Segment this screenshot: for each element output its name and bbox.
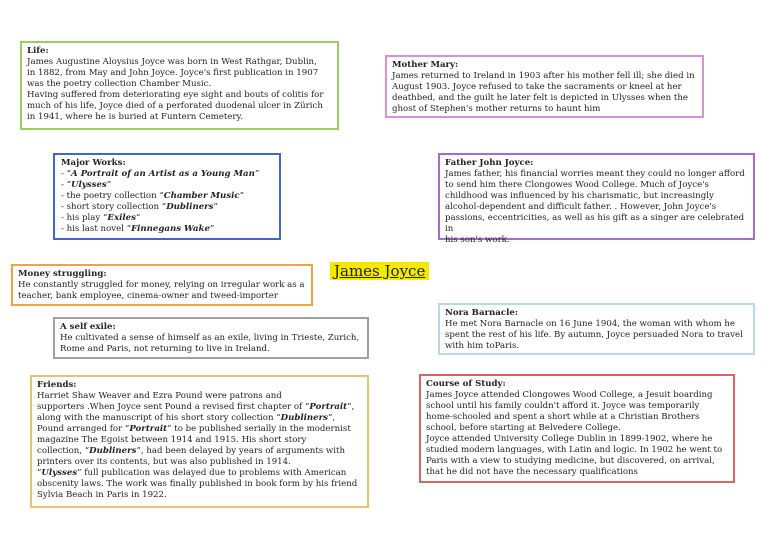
friends-heading: Friends: <box>37 380 77 390</box>
course-of-study-box <box>419 374 735 483</box>
mother-line: deathbed, and the guilt he later felt is depicted in Ulysses when the <box>392 93 689 103</box>
life-line: James Augustine Aloysius Joyce was born in West Rathgar, Dublin, <box>27 57 317 67</box>
friends-line: printers over its contents, but was also published in 1914. <box>37 457 291 467</box>
life-heading: Life: <box>27 46 49 56</box>
mother-line: James returned to Ireland in 1903 after his mother fell ill; she died in <box>392 71 695 81</box>
father-line: to send him there Clongowes Wood College. Much of Joyce's <box>445 180 709 190</box>
work-item: - “A Portrait of an Artist as a Young Man” <box>61 169 260 179</box>
nora-barnacle-box <box>438 303 755 355</box>
course-line: home-schooled and spent a short while at a Christian Brothers <box>426 412 700 422</box>
nora-heading: Nora Barnacle: <box>445 308 518 318</box>
exile-line: He cultivated a sense of himself as an exile, living in Trieste, Zurich, <box>60 333 360 343</box>
mother-mary-box <box>385 55 704 118</box>
father-line: alcohol-dependent and difficult father. . However, John Joyce's <box>445 202 717 212</box>
self-exile-box <box>53 317 369 359</box>
mother-heading: Mother Mary: <box>392 60 459 70</box>
life-line: much of his life, Joyce died of a perforated duodenal ulcer in Zürich <box>27 101 323 111</box>
nora-line: spent the rest of his life. By autumn, Joyce persuaded Nora to travel <box>445 330 743 340</box>
mother-line: ghost of Stephen's mother returns to haunt him <box>392 104 601 114</box>
money-line: He constantly struggled for money, relying on irregular work as a <box>18 280 305 290</box>
life-box <box>20 41 339 130</box>
money-heading: Money struggling: <box>18 269 107 279</box>
course-line: studied modern languages, with Latin and logic. In 1902 he went to <box>426 445 723 455</box>
exile-line: Rome and Paris, not returning to live in Ireland. <box>60 344 270 354</box>
money-struggling-box <box>11 264 313 306</box>
nora-line: with him toParis. <box>445 341 520 351</box>
friends-line: along with the manuscript of his short story collection “Dubliners”, <box>37 413 336 423</box>
course-line: school until his family couldn't afford it. Joyce was temporarily <box>426 401 700 411</box>
work-item: - short story collection “Dubliners” <box>61 202 218 212</box>
course-line: James Joyce attended Clongowes Wood College, a Jesuit boarding <box>426 390 713 400</box>
father-heading: Father John Joyce: <box>445 158 534 168</box>
father-line: passions, eccentricities, as well as his gift as a singer are celebrated in <box>445 213 745 234</box>
course-line: Paris with a view to studying medicine, but discovered, on arrival, <box>426 456 715 466</box>
father-line: childhood was influenced by his charismatic, but increasingly <box>445 191 714 201</box>
course-heading: Course of Study: <box>426 379 506 389</box>
course-line: Joyce attended University College Dublin in 1899-1902, where he <box>426 434 713 444</box>
course-line: that he did not have the necessary qualifications <box>426 467 638 477</box>
life-line: in 1882, from May and John Joyce. Joyce's first publication in 1907 <box>27 68 319 78</box>
friends-line: collection, “Dubliners”, had been delayed by years of arguments with <box>37 446 346 456</box>
friends-line: Sylvia Beach in Paris in 1922. <box>37 490 167 500</box>
money-line: teacher, bank employee, cinema-owner and tweed-importer <box>18 291 278 301</box>
major-works-heading: Major Works: <box>61 158 126 168</box>
exile-heading: A self exile: <box>60 322 116 332</box>
father-line: his son's work. <box>445 235 510 245</box>
father-john-joyce-box <box>438 153 755 245</box>
life-line: Having suffered from deteriorating eye sight and bouts of colitis for <box>27 90 324 100</box>
work-item: - “Ulysses” <box>61 180 112 190</box>
father-line: James father, his financial worries meant they could no longer afford <box>445 169 745 179</box>
friends-line: Harriet Shaw Weaver and Ezra Pound were patrons and <box>37 391 282 401</box>
friends-line: Pound arranged for “Portrait” to be published serially in the modernist <box>37 424 351 434</box>
life-line: was the poetry collection Chamber Music. <box>27 79 212 89</box>
major-works-box <box>53 153 281 240</box>
work-item: - his play “Exiles” <box>61 213 141 223</box>
friends-line: obscenity laws. The work was finally published in book form by his friend <box>37 479 358 489</box>
work-item: - his last novel “Finnegans Wake” <box>61 224 215 234</box>
friends-box <box>30 375 369 508</box>
nora-line: He met Nora Barnacle on 16 June 1904, the woman with whom he <box>445 319 736 329</box>
mother-line: August 1903. Joyce refused to take the sacraments or kneel at her <box>392 82 682 92</box>
friends-line: “Ulysses” full publication was delayed due to problems with American <box>37 468 347 478</box>
work-item: - the poetry collection “Chamber Music” <box>61 191 245 201</box>
page-title: James Joyce <box>330 262 429 280</box>
friends-line: magazine The Egoist between 1914 and 1915. His short story <box>37 435 307 445</box>
life-line: in 1941, where he is buried at Funtern Cemetery. <box>27 112 243 122</box>
friends-line: supporters .When Joyce sent Pound a revised first chapter of “Portrait”, <box>37 402 355 412</box>
course-line: school, before starting at Belvedere College. <box>426 423 621 433</box>
